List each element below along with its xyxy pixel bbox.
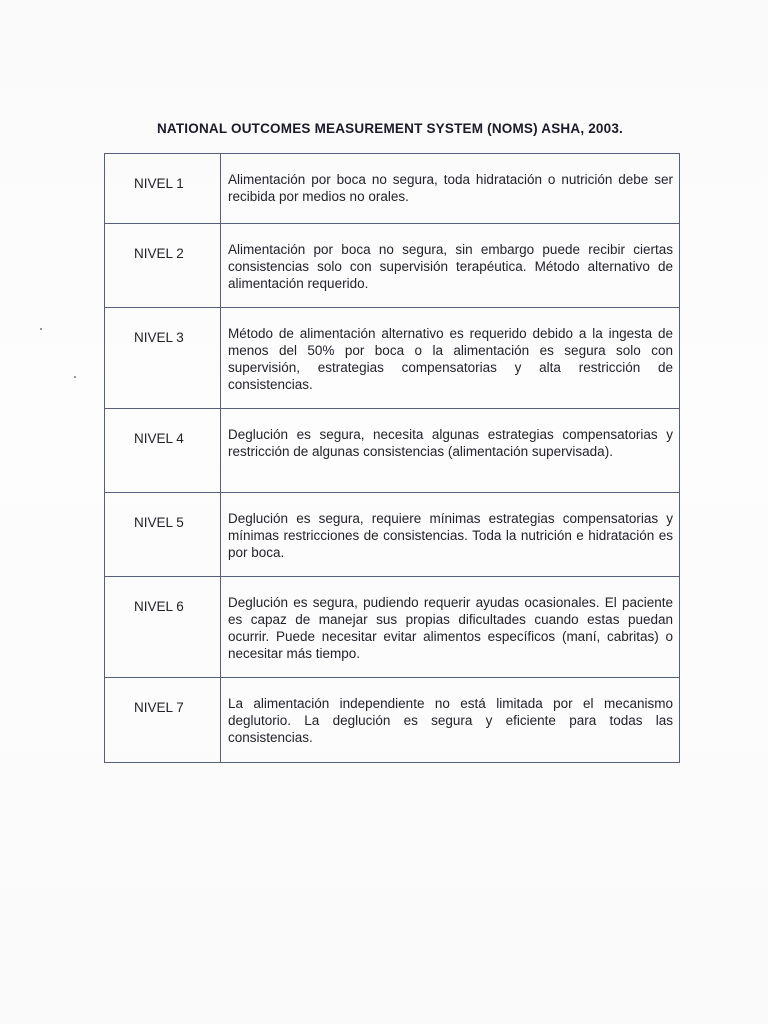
level-cell: NIVEL 2: [105, 224, 221, 307]
level-cell: NIVEL 6: [105, 577, 221, 677]
description-cell: Método de alimentación alternativo es requerido debido a la ingesta de menos del 50% por boca o la alimentación es segura solo con supervisión, estrategias compensatorias y alta restricción de consistencias.: [228, 326, 673, 392]
table-row: [105, 308, 679, 409]
table-row: [105, 154, 679, 224]
description-cell: Alimentación por boca no segura, toda hidratación o nutrición debe ser recibida por medios no orales.: [228, 172, 673, 204]
description-cell: La alimentación independiente no está limitada por el mecanismo deglutorio. La deglución es segura y eficiente para todas las consistencias.: [228, 696, 673, 745]
table-row: [105, 224, 679, 308]
table-row: [105, 678, 679, 762]
document-title: NATIONAL OUTCOMES MEASUREMENT SYSTEM (NOMS) ASHA, 2003.: [156, 121, 624, 136]
level-cell: NIVEL 1: [105, 154, 221, 223]
description-cell: Deglución es segura, requiere mínimas estrategias compensatorias y mínimas restricciones de consistencias. Toda la nutrición e hidratación es por boca.: [228, 511, 673, 560]
description-cell: Alimentación por boca no segura, sin embargo puede recibir ciertas consistencias solo con supervisión terapéutica. Método alternativo de alimentación requerido.: [228, 242, 673, 291]
scan-speck: [40, 328, 42, 330]
level-cell: NIVEL 7: [105, 678, 221, 762]
noms-levels-table: [104, 153, 680, 763]
level-cell: NIVEL 4: [105, 409, 221, 492]
level-cell: NIVEL 3: [105, 308, 221, 408]
description-cell: Deglución es segura, pudiendo requerir ayudas ocasionales. El paciente es capaz de manejar sus propias dificultades cuando estas puedan ocurrir. Puede necesitar evitar alimentos específicos (maní, cabritas) o necesitar más tiempo.: [228, 595, 673, 661]
table-row: [105, 409, 679, 493]
table-row: [105, 577, 679, 678]
table-row: [105, 493, 679, 577]
description-cell: Deglución es segura, necesita algunas estrategias compensatorias y restricción de algunas consistencias (alimentación supervisada).: [228, 427, 673, 459]
level-cell: NIVEL 5: [105, 493, 221, 576]
scan-speck: [74, 376, 76, 378]
